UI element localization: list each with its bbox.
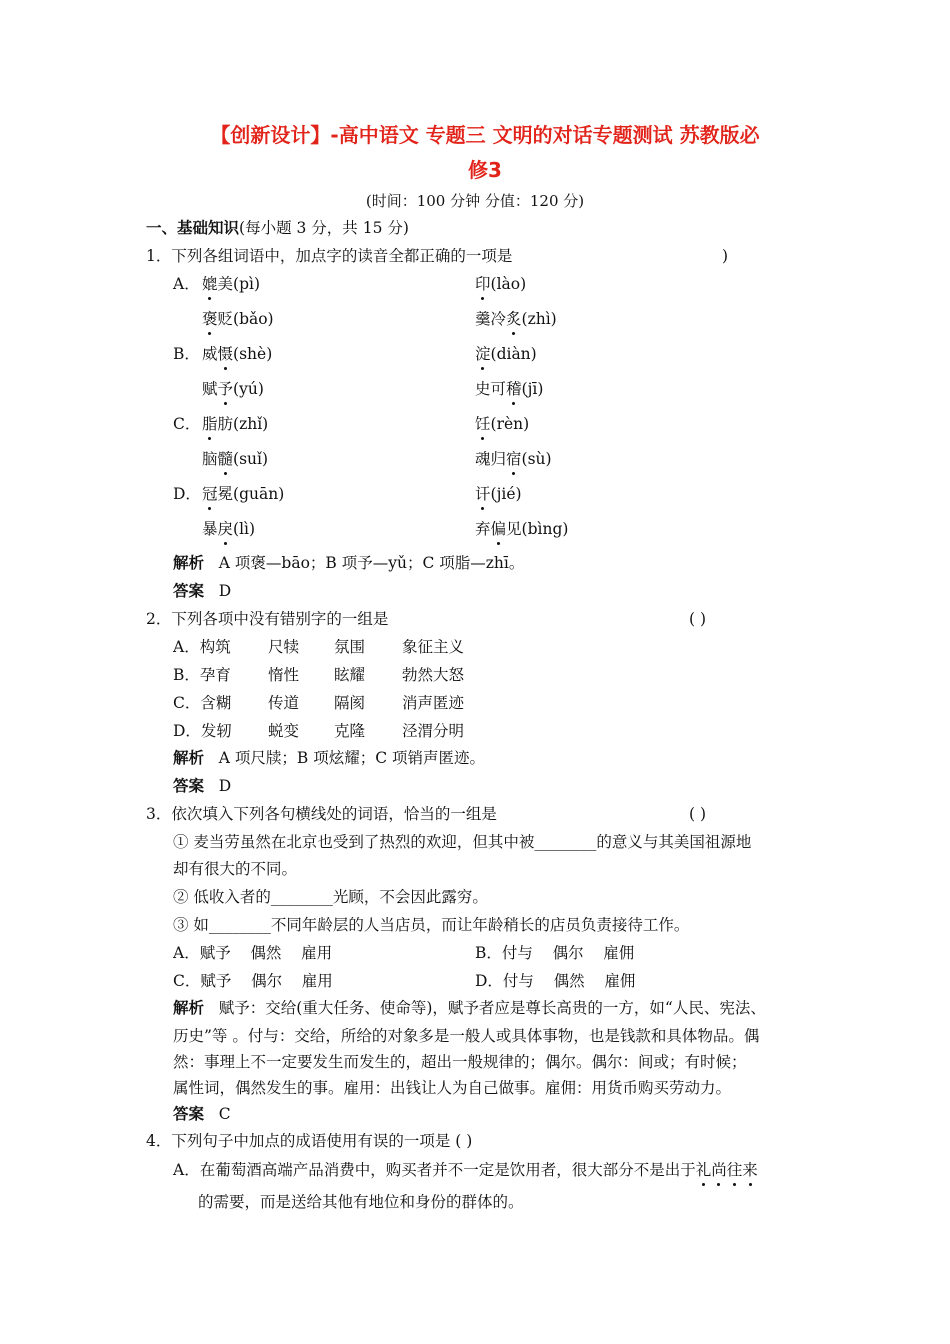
q1-option-d-label: D． (173, 485, 201, 503)
q2-analysis: 解析 A 项尺牍；B 项炫耀；C 项销声匿迹。 (173, 748, 486, 767)
q1-d-word3: 暴戾(lì) (202, 520, 256, 538)
q2-option-c: C．含糊 传道 隔阂 消声匿迹 (173, 694, 465, 712)
q1-stem: 1．下列各组词语中，加点字的读音全都正确的一项是 (146, 247, 513, 265)
q4-option-a-line2: 的需要，而是送给其他有地位和身份的群体的。 (198, 1193, 524, 1211)
q1-answer: 答案 D (173, 581, 232, 600)
q3-answer: 答案 C (173, 1104, 231, 1123)
q1-b-word2: 淀(diàn) (475, 345, 537, 363)
q2-option-d: D．发轫 蜕变 克隆 泾渭分明 (173, 722, 465, 740)
q1-option-a-label: A． (173, 275, 200, 293)
q4-stem: 4．下列句子中加点的成语使用有误的一项是 ( ) (146, 1132, 473, 1150)
q1-b-word3: 赋予(yú) (202, 380, 264, 398)
q3-analysis-2: 历史”等 。付与：交给，所给的对象多是一般人或具体事物，也是钱款和具体物品。偶 (173, 1027, 760, 1045)
subtitle: (时间：100 分钟 分值：120 分) (365, 192, 585, 210)
q1-c-word4: 魂归宿(sù) (475, 450, 552, 468)
q3-analysis-3: 然：事理上不一定要发生而发生的，超出一般规律的；偶尔。偶尔：间或；有时候； (173, 1053, 747, 1071)
q3-sentence-3: ③ 如________不同年龄层的人当店员，而让年龄稍长的店员负责接待工作。 (173, 916, 690, 934)
q1-d-word4: 弃偏见(bìng) (475, 520, 569, 538)
q3-option-d: D．付与 偶然 雇佣 (475, 972, 636, 990)
section-note: (每小题 3 分，共 15 分) (239, 219, 409, 237)
q3-sentence-1b: 却有很大的不同。 (173, 860, 298, 878)
q3-option-a: A．赋予 偶然 雇用 (173, 944, 333, 962)
q3-analysis-1: 解析 赋予：交给(重大任务、使命等)，赋予者应是尊长高贵的一方，如“人民、宪法、 (173, 998, 766, 1017)
q3-option-b: B．付与 偶尔 雇佣 (475, 944, 635, 962)
q1-c-word3: 脑髓(suǐ) (202, 450, 269, 468)
q1-a-word3: 褒贬(bǎo) (202, 310, 274, 328)
title-line-1: 【创新设计】-高中语文 专题三 文明的对话专题测试 苏教版必 (210, 123, 760, 147)
q2-answer: 答案 D (173, 776, 232, 795)
section-label: 一、基础知识 (146, 219, 240, 237)
q1-d-word2: 讦(jié) (475, 485, 522, 503)
analysis-label: 解析 (173, 553, 205, 572)
section-heading (146, 218, 409, 238)
q1-a-word4: 羹冷炙(zhì) (475, 310, 557, 328)
q1-c-word1: 脂肪(zhǐ) (202, 415, 269, 433)
document-title (150, 118, 820, 188)
q4-option-a-line1: A．在葡萄酒高端产品消费中，购买者并不一定是饮用者，很大部分不是出于礼尚往来 (173, 1161, 758, 1179)
q2-option-b: B．孕育 惰性 眩耀 勃然大怒 (173, 666, 465, 684)
title-line-2: 修3 (468, 158, 502, 182)
q1-analysis: 解析 A 项褒—bāo；B 项予—yǔ；C 项脂—zhī。 (173, 553, 525, 572)
q3-sentence-1a: ① 麦当劳虽然在北京也受到了热烈的欢迎，但其中被________的意义与其美国祖源地 (173, 833, 752, 851)
q2-option-a: A．构筑 尺犊 氛围 象征主义 (173, 638, 465, 656)
q3-option-c: C．赋予 偶尔 雇用 (173, 972, 333, 990)
q2-stem: 2．下列各项中没有错别字的一组是 (146, 610, 389, 628)
q1-option-c-label: C． (173, 415, 201, 433)
q2-paren: ( ) (689, 610, 707, 628)
q1-a-word2: 印(lào) (475, 275, 527, 293)
q1-a-word1: 媲美(pì) (202, 275, 260, 293)
q3-paren: ( ) (689, 805, 707, 823)
q3-analysis-4: 属性词，偶然发生的事。雇用：出钱让人为自己做事。雇佣：用货币购买劳动力。 (173, 1079, 732, 1097)
q1-d-word1: 冠冕(guān) (202, 485, 285, 503)
q1-b-word4: 史可稽(jī) (475, 380, 544, 398)
q3-stem: 3．依次填入下列各句横线处的词语，恰当的一组是 (146, 805, 497, 823)
q1-b-word1: 威慑(shè) (202, 345, 273, 363)
q1-option-b-label: B． (173, 345, 200, 363)
answer-label: 答案 (173, 581, 205, 600)
q3-sentence-2: ② 低收入者的________光顾，不会因此露穷。 (173, 888, 488, 906)
q1-c-word2: 饪(rèn) (475, 415, 530, 433)
q1-paren: ) (722, 247, 729, 265)
